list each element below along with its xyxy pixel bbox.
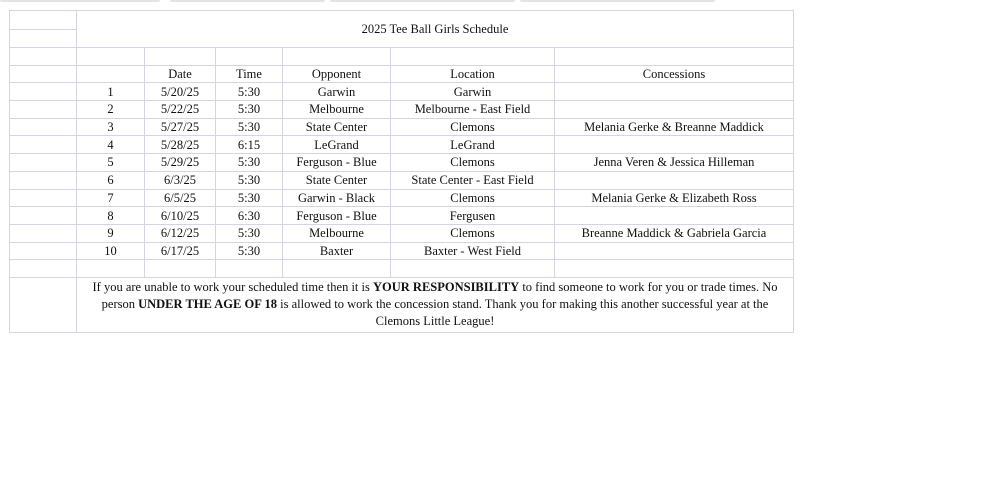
game-location[interactable]: Baxter - West Field <box>391 242 555 260</box>
cell[interactable] <box>10 260 77 278</box>
cell[interactable] <box>77 65 145 83</box>
game-number[interactable]: 7 <box>77 189 145 207</box>
game-number[interactable]: 9 <box>77 224 145 242</box>
game-opponent[interactable]: LeGrand <box>283 136 391 154</box>
game-time[interactable]: 5:30 <box>216 189 283 207</box>
game-location[interactable]: Clemons <box>391 118 555 136</box>
header-date[interactable]: Date <box>145 65 216 83</box>
table-row <box>10 101 794 119</box>
game-number[interactable]: 1 <box>77 83 145 101</box>
game-number[interactable]: 4 <box>77 136 145 154</box>
top-tab-edge <box>0 0 160 2</box>
game-opponent[interactable]: Melbourne <box>283 101 391 119</box>
cell[interactable] <box>10 154 77 172</box>
game-opponent[interactable]: State Center <box>283 118 391 136</box>
cell[interactable] <box>10 224 77 242</box>
game-number[interactable]: 3 <box>77 118 145 136</box>
cell[interactable] <box>10 242 77 260</box>
cell[interactable] <box>77 48 145 66</box>
cell[interactable] <box>283 48 391 66</box>
header-row <box>10 65 794 83</box>
top-tab-edge <box>170 0 325 2</box>
game-date[interactable]: 6/12/25 <box>145 224 216 242</box>
game-concessions[interactable] <box>555 101 794 119</box>
table-row <box>10 207 794 225</box>
game-location[interactable]: State Center - East Field <box>391 171 555 189</box>
game-date[interactable]: 5/29/25 <box>145 154 216 172</box>
game-concessions[interactable]: Breanne Maddick & Gabriela Garcia <box>555 224 794 242</box>
game-date[interactable]: 5/20/25 <box>145 83 216 101</box>
cell[interactable] <box>391 260 555 278</box>
game-number[interactable]: 6 <box>77 171 145 189</box>
game-opponent[interactable]: Melbourne <box>283 224 391 242</box>
cell[interactable] <box>10 83 77 101</box>
game-time[interactable]: 5:30 <box>216 83 283 101</box>
game-location[interactable]: Melbourne - East Field <box>391 101 555 119</box>
table-row <box>10 118 794 136</box>
note-text: If you are unable to work your scheduled time then it is <box>92 279 373 294</box>
game-date[interactable]: 6/5/25 <box>145 189 216 207</box>
cell[interactable] <box>145 48 216 66</box>
game-location[interactable]: Garwin <box>391 83 555 101</box>
cell[interactable] <box>10 189 77 207</box>
cell[interactable] <box>391 48 555 66</box>
cell[interactable] <box>77 260 145 278</box>
game-location[interactable]: Fergusen <box>391 207 555 225</box>
header-opponent[interactable]: Opponent <box>283 65 391 83</box>
game-date[interactable]: 5/27/25 <box>145 118 216 136</box>
cell[interactable] <box>10 118 77 136</box>
cell[interactable] <box>145 260 216 278</box>
page-title[interactable]: 2025 Tee Ball Girls Schedule <box>77 11 794 48</box>
table-row <box>10 224 794 242</box>
game-date[interactable]: 6/17/25 <box>145 242 216 260</box>
top-tab-edge <box>520 0 715 2</box>
cell[interactable] <box>555 48 794 66</box>
cell[interactable] <box>555 260 794 278</box>
responsibility-note[interactable] <box>77 277 794 332</box>
game-time[interactable]: 5:30 <box>216 154 283 172</box>
note-text: to find someone to work for you or trade times. No person <box>101 279 778 311</box>
game-location[interactable]: Clemons <box>391 189 555 207</box>
game-opponent[interactable]: Ferguson - Blue <box>283 154 391 172</box>
game-date[interactable]: 6/3/25 <box>145 171 216 189</box>
header-concessions[interactable]: Concessions <box>555 65 794 83</box>
game-location[interactable]: LeGrand <box>391 136 555 154</box>
game-time[interactable]: 6:15 <box>216 136 283 154</box>
game-concessions[interactable]: Melania Gerke & Breanne Maddick <box>555 118 794 136</box>
schedule-sheet <box>9 10 794 333</box>
game-location[interactable]: Clemons <box>391 154 555 172</box>
game-concessions[interactable] <box>555 136 794 154</box>
game-opponent[interactable]: Garwin <box>283 83 391 101</box>
table-row <box>10 171 794 189</box>
game-opponent[interactable]: Garwin - Black <box>283 189 391 207</box>
header-time[interactable]: Time <box>216 65 283 83</box>
header-location[interactable]: Location <box>391 65 555 83</box>
game-opponent[interactable]: Baxter <box>283 242 391 260</box>
cell[interactable] <box>10 207 77 225</box>
game-time[interactable]: 5:30 <box>216 242 283 260</box>
note-emphasis: YOUR RESPONSIBILITY <box>372 279 520 294</box>
game-number[interactable]: 2 <box>77 101 145 119</box>
cell[interactable] <box>10 48 77 66</box>
cell[interactable] <box>216 260 283 278</box>
game-concessions[interactable]: Melania Gerke & Elizabeth Ross <box>555 189 794 207</box>
cell[interactable] <box>10 101 77 119</box>
table-row <box>10 242 794 260</box>
cell[interactable] <box>216 48 283 66</box>
game-date[interactable]: 5/28/25 <box>145 136 216 154</box>
game-concessions[interactable] <box>555 207 794 225</box>
cell[interactable] <box>10 136 77 154</box>
game-time[interactable]: 5:30 <box>216 224 283 242</box>
cell[interactable] <box>283 260 391 278</box>
cell[interactable] <box>10 171 77 189</box>
game-concessions[interactable] <box>555 242 794 260</box>
game-time[interactable]: 5:30 <box>216 118 283 136</box>
game-opponent[interactable]: State Center <box>283 171 391 189</box>
game-number[interactable]: 5 <box>77 154 145 172</box>
cell[interactable] <box>10 277 77 332</box>
game-concessions[interactable] <box>555 83 794 101</box>
table-row <box>10 83 794 101</box>
table-row <box>10 154 794 172</box>
game-location[interactable]: Clemons <box>391 224 555 242</box>
game-time[interactable]: 6:30 <box>216 207 283 225</box>
game-number[interactable]: 8 <box>77 207 145 225</box>
cell[interactable] <box>10 11 77 30</box>
note-text: is allowed to work the concession stand. Thank you for making this another successful year at the Clemons Little League! <box>277 296 769 328</box>
table-row <box>10 189 794 207</box>
game-time[interactable]: 5:30 <box>216 101 283 119</box>
game-opponent[interactable]: Ferguson - Blue <box>283 207 391 225</box>
game-date[interactable]: 6/10/25 <box>145 207 216 225</box>
game-concessions[interactable] <box>555 171 794 189</box>
top-tab-edge <box>330 0 515 2</box>
cell[interactable] <box>10 29 77 48</box>
game-date[interactable]: 5/22/25 <box>145 101 216 119</box>
game-concessions[interactable]: Jenna Veren & Jessica Hilleman <box>555 154 794 172</box>
game-time[interactable]: 5:30 <box>216 171 283 189</box>
cell[interactable] <box>10 65 77 83</box>
note-emphasis: UNDER THE AGE OF 18 <box>138 296 278 311</box>
table-row <box>10 136 794 154</box>
game-number[interactable]: 10 <box>77 242 145 260</box>
